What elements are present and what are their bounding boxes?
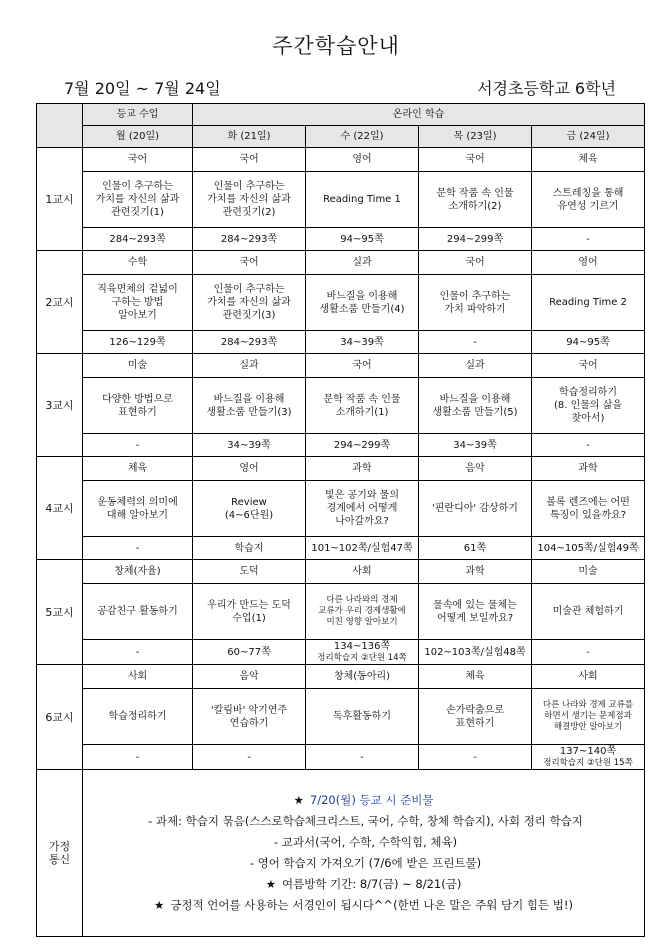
topic-line: 학습정리하기 xyxy=(559,387,617,398)
topic-line: 교류가 우리 경제생활에 xyxy=(318,606,406,616)
subject-cell: 도덕 xyxy=(193,560,306,584)
subject-cell: 국어 xyxy=(419,148,532,172)
topic-cell xyxy=(306,275,419,331)
topic-line: 스트레칭을 통해 xyxy=(552,187,624,199)
page-cell: 61쪽 xyxy=(419,537,532,560)
period-subject-row xyxy=(37,457,645,481)
page-cell xyxy=(532,745,645,770)
subject-cell: 국어 xyxy=(419,251,532,275)
topic-cell xyxy=(83,481,193,537)
topic-line: 경계에서 어떻게 xyxy=(326,503,398,514)
topic-cell xyxy=(306,689,419,745)
topic-line: 볼록 렌즈에는 어떤 xyxy=(546,496,630,508)
period-page-row xyxy=(37,434,645,457)
notice-line xyxy=(85,790,642,811)
subject-cell: 국어 xyxy=(193,148,306,172)
topic-cell xyxy=(419,378,532,434)
page-cell: 94~95쪽 xyxy=(306,228,419,251)
school-name: 서경초등학교 6학년 xyxy=(477,79,616,98)
notice-line xyxy=(85,853,642,874)
star-icon: ★ xyxy=(293,793,304,807)
topic-line: 알아보기 xyxy=(118,310,157,321)
header-day-mon: 월 (20일) xyxy=(83,126,193,148)
topic-cell xyxy=(193,584,306,640)
notice-label-line: 통신 xyxy=(48,853,71,866)
topic-line: 미친 영향 알아보기 xyxy=(326,617,398,627)
notice-line xyxy=(85,832,642,853)
subject-cell: 영어 xyxy=(306,148,419,172)
subject-cell: 창체(자율) xyxy=(83,560,193,584)
subject-cell: 과학 xyxy=(306,457,419,481)
page-cell: 294~299쪽 xyxy=(419,228,532,251)
topic-line: (4~6단원) xyxy=(224,509,274,521)
page-line: 134~136쪽 xyxy=(333,641,391,652)
header-day-fri: 금 (24일) xyxy=(532,126,645,148)
notice-text: - 교과서(국어, 수학, 수학익힘, 체육) xyxy=(273,835,458,849)
period-page-row xyxy=(37,640,645,665)
page-cell: 34~39쪽 xyxy=(419,434,532,457)
topic-line: 연습하기 xyxy=(229,717,269,729)
topic-cell xyxy=(532,584,645,640)
topic-line: 물속에 있는 물체는 xyxy=(433,599,517,611)
topic-line: 다른 나라와의 경제 xyxy=(326,595,398,605)
topic-line: 가치를 자신의 삶과 xyxy=(207,194,291,205)
subject-cell: 영어 xyxy=(193,457,306,481)
topic-cell xyxy=(532,481,645,537)
period-topic-row xyxy=(37,584,645,640)
page-cell: 294~299쪽 xyxy=(306,434,419,457)
topic-cell xyxy=(83,275,193,331)
subject-cell: 사회 xyxy=(83,665,193,689)
page-line: 137~140쪽 xyxy=(559,746,617,757)
topic-line: 인물이 추구하는 xyxy=(439,290,511,302)
subject-cell: 미술 xyxy=(532,560,645,584)
page-cell: - xyxy=(193,745,306,770)
page-title: 주간학습안내 xyxy=(272,34,400,58)
page-cell: 34~39쪽 xyxy=(306,331,419,354)
topic-line: 문학 작품 속 인물 xyxy=(436,187,514,199)
notice-label-line: 가정 xyxy=(48,840,71,853)
notice-line xyxy=(85,811,642,832)
page-line: 정리학습지 ②단원 14쪽 xyxy=(317,653,407,663)
subject-cell: 체육 xyxy=(419,665,532,689)
topic-cell xyxy=(193,378,306,434)
page-cell: - xyxy=(532,434,645,457)
topic-line: 소개하기(1) xyxy=(335,406,389,418)
page-cell: - xyxy=(83,745,193,770)
topic-line: 소개하기(2) xyxy=(448,200,502,212)
schedule-table xyxy=(36,103,645,937)
topic-line: 미술관 체험하기 xyxy=(552,606,624,617)
topic-cell xyxy=(306,584,419,640)
star-icon: ★ xyxy=(154,898,165,912)
topic-line: 표현하기 xyxy=(455,717,495,729)
subject-cell: 영어 xyxy=(532,251,645,275)
topic-line: 학습정리하기 xyxy=(108,711,167,722)
topic-line: Review xyxy=(231,496,267,508)
topic-cell xyxy=(419,584,532,640)
topic-line: 가치를 자신의 삶과 xyxy=(95,194,180,205)
page-cell: 34~39쪽 xyxy=(193,434,306,457)
header-online: 온라인 학습 xyxy=(193,104,645,126)
topic-line: 운동체력의 의미에 xyxy=(97,496,178,508)
page-cell: 284~293쪽 xyxy=(193,331,306,354)
topic-line: 직육면체의 겉넓이 xyxy=(97,284,178,295)
topic-line: 표현하기 xyxy=(118,406,157,418)
topic-line: 문학 작품 속 인물 xyxy=(323,393,401,405)
topic-line: 공감친구 활동하기 xyxy=(97,606,178,617)
period-page-row xyxy=(37,331,645,354)
topic-line: 생활소품 만들기(5) xyxy=(432,406,518,418)
page-line: 정리학습지 ②단원 15쪽 xyxy=(543,758,633,768)
topic-line: 특징이 있을까요? xyxy=(549,509,627,521)
topic-line: 바느질을 이용해 xyxy=(326,290,398,302)
notice-line xyxy=(85,874,642,895)
topic-line: 어떻게 보일까요? xyxy=(436,612,514,624)
subject-cell: 실과 xyxy=(193,354,306,378)
topic-cell xyxy=(419,689,532,745)
page-cell: - xyxy=(532,640,645,665)
period-page-row xyxy=(37,745,645,770)
header-day-thu: 목 (23일) xyxy=(419,126,532,148)
topic-line: 우리가 만드는 도덕 xyxy=(207,599,291,611)
topic-line: 인물이 추구하는 xyxy=(213,181,285,192)
star-icon: ★ xyxy=(265,877,277,891)
period-topic-row xyxy=(37,378,645,434)
page-cell: 101~102쪽/실험47쪽 xyxy=(306,537,419,560)
notice-text: - 과제: 학습지 묶음(스스로학습체크리스트, 국어, 수학, 창체 학습지), 사회 정리 학습지 xyxy=(148,814,583,828)
topic-line: 다른 나라와 경제 교류를 xyxy=(542,700,634,710)
topic-line: 바느질을 이용해 xyxy=(213,393,285,405)
subtitle-row xyxy=(64,76,616,98)
notice-text: 긍정적 언어를 사용하는 서경인이 됩시다^^(한번 나온 말은 주워 담기 힘든 법!) xyxy=(170,898,574,912)
notice-text: - 영어 학습지 가져오기 (7/6에 받은 프린트물) xyxy=(249,856,482,870)
topic-line: 대해 알아보기 xyxy=(106,509,169,521)
period-label: 6교시 xyxy=(37,665,83,770)
topic-line: 나아갈까요? xyxy=(335,516,389,527)
header-day-tue: 화 (21일) xyxy=(193,126,306,148)
subject-cell: 국어 xyxy=(83,148,193,172)
period-subject-row xyxy=(37,665,645,689)
period-label: 3교시 xyxy=(37,354,83,457)
notice-row xyxy=(37,770,645,937)
topic-line: 인물이 추구하는 xyxy=(213,284,285,295)
topic-cell xyxy=(532,689,645,745)
topic-cell xyxy=(193,481,306,537)
page-cell: 94~95쪽 xyxy=(532,331,645,354)
topic-cell xyxy=(83,172,193,228)
subject-cell: 창체(동아리) xyxy=(306,665,419,689)
topic-cell xyxy=(532,378,645,434)
period-label: 2교시 xyxy=(37,251,83,354)
subject-cell: 체육 xyxy=(532,148,645,172)
period-label: 1교시 xyxy=(37,148,83,251)
period-subject-row xyxy=(37,148,645,172)
notice-text: 7/20(월) 등교 시 준비물 xyxy=(309,793,434,807)
topic-cell xyxy=(306,378,419,434)
page-cell: 60~77쪽 xyxy=(193,640,306,665)
subject-cell: 음악 xyxy=(419,457,532,481)
page-cell: 102~103쪽/실험48쪽 xyxy=(419,640,532,665)
topic-cell xyxy=(306,481,419,537)
topic-line: 가치를 자신의 삶과 xyxy=(207,297,291,308)
period-subject-row xyxy=(37,354,645,378)
subject-cell: 음악 xyxy=(193,665,306,689)
subject-cell: 체육 xyxy=(83,457,193,481)
period-page-row xyxy=(37,537,645,560)
topic-line: Reading Time 2 xyxy=(549,297,627,308)
topic-line: 관련짓기(2) xyxy=(222,207,276,218)
page-cell: - xyxy=(532,228,645,251)
topic-line: 관련짓기(3) xyxy=(222,310,276,321)
page-cell: 104~105쪽/실험49쪽 xyxy=(532,537,645,560)
date-range: 7월 20일 ~ 7월 24일 xyxy=(64,79,221,98)
corner-cell xyxy=(37,104,83,148)
header-row-mode xyxy=(37,104,645,126)
page-cell: - xyxy=(419,745,532,770)
topic-cell xyxy=(193,172,306,228)
period-label: 5교시 xyxy=(37,560,83,665)
topic-cell xyxy=(83,584,193,640)
topic-line: 관련짓기(1) xyxy=(111,207,164,218)
topic-line: 인물이 추구하는 xyxy=(102,181,173,192)
subject-cell: 과학 xyxy=(532,457,645,481)
topic-cell xyxy=(532,275,645,331)
topic-line: 해결방안 알아보기 xyxy=(553,722,623,732)
topic-line: 찾아서) xyxy=(571,413,605,424)
subject-cell: 국어 xyxy=(193,251,306,275)
header-day-wed: 수 (22일) xyxy=(306,126,419,148)
notice-text: 여름방학 기간: 8/7(금) ~ 8/21(금) xyxy=(282,877,462,891)
period-topic-row xyxy=(37,275,645,331)
topic-line: 다양한 방법으로 xyxy=(102,393,173,405)
topic-cell xyxy=(532,172,645,228)
topic-cell xyxy=(193,275,306,331)
subject-cell: 국어 xyxy=(306,354,419,378)
header-attend: 등교 수업 xyxy=(83,104,193,126)
topic-line: 하면서 생기는 문제점과 xyxy=(544,711,632,721)
topic-line: '핀란디아' 감상하기 xyxy=(432,503,518,514)
period-label: 4교시 xyxy=(37,457,83,560)
period-page-row xyxy=(37,228,645,251)
subject-cell: 사회 xyxy=(306,560,419,584)
topic-line: 수업(1) xyxy=(232,612,266,624)
notice-content xyxy=(83,770,645,937)
period-topic-row xyxy=(37,481,645,537)
topic-line: 유연성 기르기 xyxy=(557,200,619,212)
page-cell: 학습지 xyxy=(193,537,306,560)
subject-cell: 실과 xyxy=(306,251,419,275)
page-cell: 284~293쪽 xyxy=(83,228,193,251)
period-subject-row xyxy=(37,560,645,584)
subject-cell: 국어 xyxy=(532,354,645,378)
subject-cell: 미술 xyxy=(83,354,193,378)
page-cell: - xyxy=(83,537,193,560)
topic-cell xyxy=(419,172,532,228)
page-cell: 126~129쪽 xyxy=(83,331,193,354)
period-topic-row xyxy=(37,172,645,228)
topic-cell xyxy=(419,275,532,331)
period-topic-row xyxy=(37,689,645,745)
page-cell: - xyxy=(83,640,193,665)
topic-line: 빛은 공기와 물의 xyxy=(325,490,399,501)
page-cell xyxy=(306,640,419,665)
topic-cell xyxy=(419,481,532,537)
topic-line: 바느질을 이용해 xyxy=(439,393,511,405)
notice-label xyxy=(37,770,83,937)
page-cell: - xyxy=(83,434,193,457)
topic-cell xyxy=(306,172,419,228)
topic-line: 생활소품 만들기(3) xyxy=(206,406,292,418)
page-cell: - xyxy=(419,331,532,354)
subject-cell: 과학 xyxy=(419,560,532,584)
topic-line: 가치 파악하기 xyxy=(444,303,506,315)
subject-cell: 실과 xyxy=(419,354,532,378)
topic-line: 손가락춤으로 xyxy=(446,704,504,716)
topic-cell xyxy=(83,378,193,434)
subject-cell: 사회 xyxy=(532,665,645,689)
header-row-days xyxy=(37,126,645,148)
notice-line xyxy=(85,895,642,916)
page-cell: 284~293쪽 xyxy=(193,228,306,251)
topic-line: (8. 인물의 삶을 xyxy=(553,400,623,411)
topic-line: 구하는 방법 xyxy=(111,297,164,308)
page-cell: - xyxy=(306,745,419,770)
topic-line: 생활소품 만들기(4) xyxy=(319,303,405,315)
topic-cell xyxy=(193,689,306,745)
topic-line: '칼림바' 악기연주 xyxy=(210,704,288,716)
period-subject-row xyxy=(37,251,645,275)
topic-line: 독후활동하기 xyxy=(333,711,391,722)
topic-cell xyxy=(83,689,193,745)
topic-line: Reading Time 1 xyxy=(323,194,401,205)
subject-cell: 수학 xyxy=(83,251,193,275)
